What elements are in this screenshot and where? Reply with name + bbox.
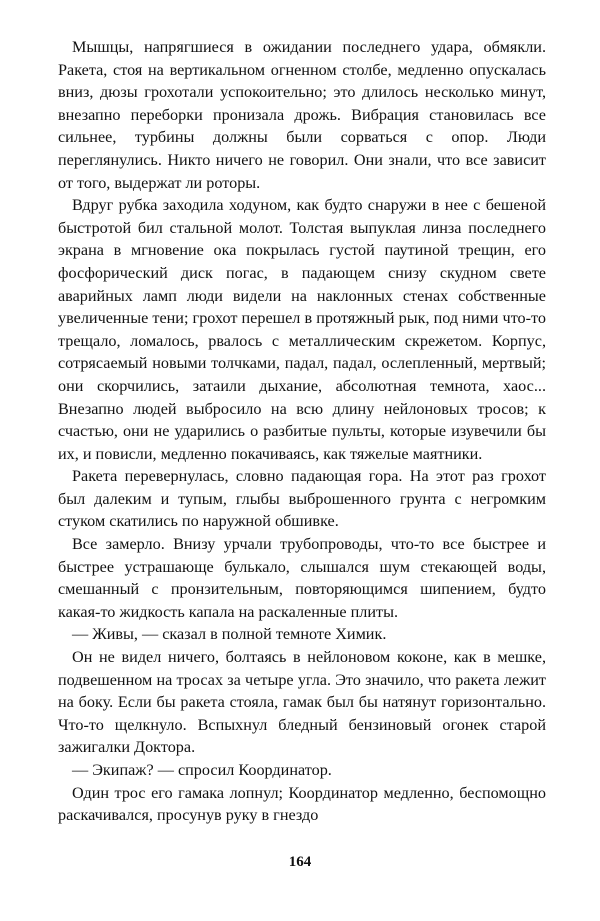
paragraph: Ракета перевернулась, словно падающая гора. На этот раз грохот был далеким и тупым, глыбы выброшенного грунта с негромким стуком скатились по наружной обшивке.	[58, 467, 546, 531]
paragraph: Он не видел ничего, болтаясь в нейлоновом коконе, как в мешке, подвешенном на тросах за четыре угла. Это значило, что ракета лежит на боку. Если бы ракета стояла, гамак был бы натянут горизонтально. Что-то щелкнуло. Вспыхнул бледный бензиновый огонек старой зажигалки Доктора.	[58, 648, 546, 757]
body-text	[58, 36, 546, 827]
dialogue-line: — Живы, — сказал в полной темноте Химик.	[72, 625, 387, 644]
page-number: 164	[288, 854, 312, 870]
paragraph: Вдруг рубка заходила ходуном, как будто снаружи в нее с бешеной быстротой бил стальной молот. Толстая выпуклая линза последнего экрана в мгновение ока покрылась густой паутиной трещин, его фосфорический диск погас, в падающем снизу скудном свете аварийных ламп люди видели на наклонных стенах собственные увеличенные тени; грохот перешел в протяжный рык, под ними что-то трещало, ломалось, рвалось с металлическим скрежетом. Корпус, сотрясаемый новыми толчками, падал, падал, ослепленный, мертвый; они скорчились, затаили дыхание, абсолютная темнота, хаос... Внезапно людей выбросило на всю длину нейлоновых тросов; к счастью, они не ударились о разбитые пульты, которые изувечили бы их, и повисли, медленно покачиваясь, как тяжелые маятники.	[58, 196, 546, 463]
dialogue-line: — Экипаж? — спросил Координатор.	[72, 761, 332, 779]
paragraph: Все замерло. Внизу урчали трубопроводы, что-то все быстрее и быстрее устрашающе булькало, слышался шум стекающей воды, смешанный с пронзительным, повторяющимся шипением, будто какая-то жидкость капала на раскаленные плиты.	[58, 535, 546, 621]
paragraph: Один трос его гамака лопнул; Координатор медленно, беспомощно раскачивался, просунув руку в гнездо	[58, 783, 546, 825]
paragraph: Мышцы, напрягшиеся в ожидании последнего удара, обмякли. Ракета, стоя на вертикальном огненном столбе, медленно опускалась вниз, дюзы грохотали успокоительно; это длилось несколько минут, внезапно переборки пронизала дрожь. Вибрация становилась все сильнее, турбины должны были сорваться с опор. Люди переглянулись. Никто ничего не говорил. Они знали, что все зависит от того, выдержат ли роторы.	[58, 38, 546, 192]
